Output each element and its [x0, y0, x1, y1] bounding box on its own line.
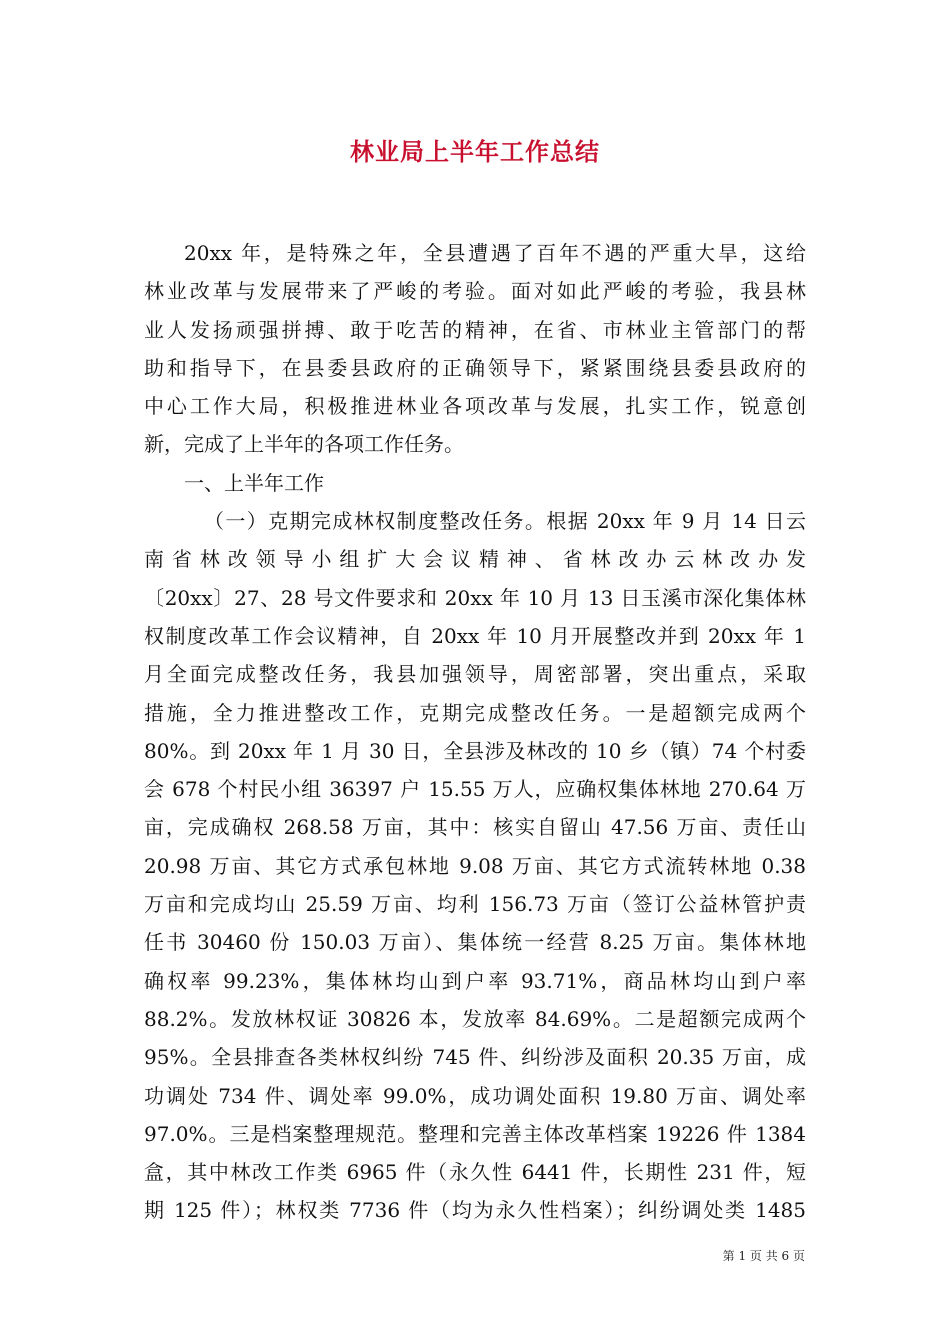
text-line: 期 125 件）；林权类 7736 件（均为永久性档案）；纠纷调处类 1485 [144, 1198, 806, 1223]
text-line: 亩，完成确权 268.58 万亩，其中：核实自留山 47.56 万亩、责任山 [144, 815, 806, 840]
text-line: 88.2%。发放林权证 30826 本，发放率 84.69%。二是超额完成两个 [144, 1006, 806, 1031]
document-body [144, 234, 806, 1230]
document-title: 林业局上半年工作总结 [350, 137, 600, 166]
text-line: 会 678 个村民小组 36397 户 15.55 万人，应确权集体林地 270.64 万 [144, 777, 806, 802]
text-line: 万亩和完成均山 25.59 万亩、均利 156.73 万亩（签订公益林管护责 [144, 892, 806, 917]
text-line: 97.0%。三是档案整理规范。整理和完善主体改革档案 19226 件 1384 [144, 1121, 806, 1146]
text-line: 盒，其中林改工作类 6965 件（永久性 6441 件，长期性 231 件，短 [144, 1160, 806, 1185]
text-line: 权制度改革工作会议精神，自 20xx 年 10 月开展整改并到 20xx 年 1 [144, 623, 806, 648]
text-line: 业人发扬顽强拼搏、敢于吃苦的精神，在省、市林业主管部门的帮 [144, 317, 806, 342]
text-line: 任书 30460 份 150.03 万亩）、集体统一经营 8.25 万亩。集体林地 [144, 930, 806, 955]
text-line: 新，完成了上半年的各项工作任务。 [144, 432, 464, 457]
text-line: 20.98 万亩、其它方式承包林地 9.08 万亩、其它方式流转林地 0.38 [144, 853, 806, 878]
section-heading: 一、上半年工作 [184, 470, 324, 495]
text-line: 80%。到 20xx 年 1 月 30 日，全县涉及林改的 10 乡（镇）74 个村委 [144, 738, 806, 763]
page-number: 第 1 页 共 6 页 [722, 1249, 805, 1263]
text-line: 中心工作大局，积极推进林业各项改革与发展，扎实工作，锐意创 [144, 394, 806, 419]
text-line: 20xx 年，是特殊之年，全县遭遇了百年不遇的严重大旱，这给 [184, 241, 806, 265]
text-line: 林业改革与发展带来了严峻的考验。面对如此严峻的考验，我县林 [144, 279, 806, 304]
text-line: 南省林改领导小组扩大会议精神、省林改办云林改办发 [144, 547, 806, 572]
text-line: 95%。全县排查各类林权纠纷 745 件、纠纷涉及面积 20.35 万亩，成 [144, 1045, 806, 1070]
text-line: 〔20xx〕27、28 号文件要求和 20xx 年 10 月 13 日玉溪市深化集体林 [144, 585, 806, 610]
text-line: 措施，全力推进整改工作，克期完成整改任务。一是超额完成两个 [144, 700, 806, 725]
text-line: 月全面完成整改任务，我县加强领导，周密部署，突出重点，采取 [144, 662, 806, 687]
text-line: 功调处 734 件、调处率 99.0%，成功调处面积 19.80 万亩、调处率 [144, 1083, 806, 1108]
text-line: 确权率 99.23%，集体林均山到户率 93.71%，商品林均山到户率 [144, 968, 806, 993]
text-line: （一）克期完成林权制度整改任务。根据 20xx 年 9 月 14 日云 [204, 509, 806, 534]
text-line: 助和指导下，在县委县政府的正确领导下，紧紧围绕县委县政府的 [144, 355, 806, 380]
